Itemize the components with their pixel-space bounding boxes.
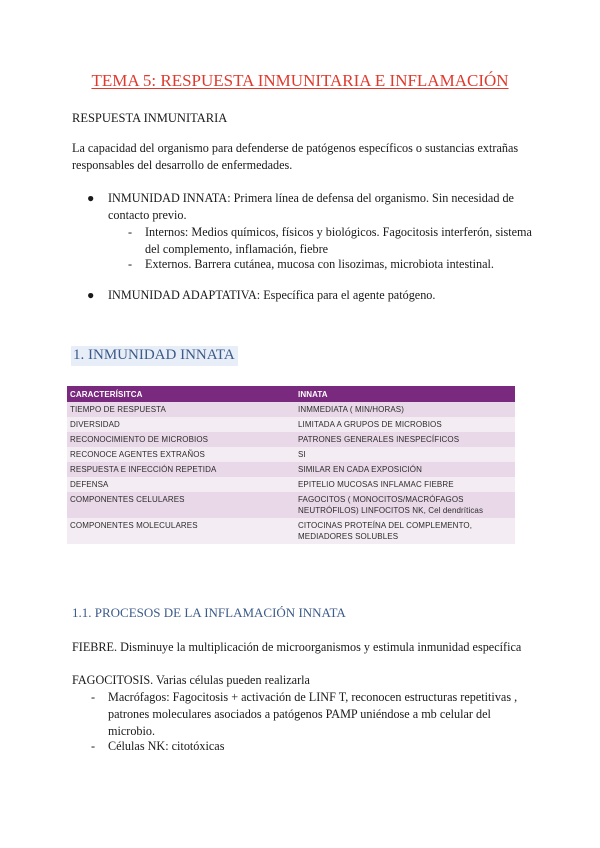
document-title: TEMA 5: RESPUESTA INMUNITARIA E INFLAMACIÓN bbox=[91, 71, 509, 90]
dash-icon: - bbox=[128, 225, 133, 239]
table-row bbox=[67, 447, 515, 462]
innate-immunity-table bbox=[67, 386, 515, 544]
table-cell: COMPONENTES MOLECULARES bbox=[67, 518, 295, 544]
table-cell: SIMILAR EN CADA EXPOSICIÓN bbox=[295, 462, 515, 477]
intro-paragraph: La capacidad del organismo para defenderse de patógenos específicos o sustancias extrañas responsables del desarrollo de enfermedades. bbox=[72, 141, 519, 172]
table-cell: RECONOCE AGENTES EXTRAÑOS bbox=[67, 447, 295, 462]
bullet-icon: ● bbox=[87, 191, 95, 205]
table-row bbox=[67, 477, 515, 492]
table-cell: COMPONENTES CELULARES bbox=[67, 492, 295, 518]
table-cell: FAGOCITOS ( MONOCITOS/MACRÓFAGOS NEUTRÓFILOS) LINFOCITOS NK, Cel dendríticas bbox=[295, 492, 515, 518]
dash-icon: - bbox=[128, 257, 133, 271]
table-row bbox=[67, 462, 515, 477]
bullet-adaptativa: INMUNIDAD ADAPTATIVA: Específica para el agente patógeno. bbox=[108, 288, 436, 302]
table-cell: TIEMPO DE RESPUESTA bbox=[67, 402, 295, 417]
section-heading: RESPUESTA INMUNITARIA bbox=[72, 111, 228, 125]
table-cell: PATRONES GENERALES INESPECÍFICOS bbox=[295, 432, 515, 447]
table-row bbox=[67, 518, 515, 544]
table-row bbox=[67, 402, 515, 417]
bullet-innata: INMUNIDAD INNATA: Primera línea de defensa del organismo. Sin necesidad de contacto previo. bbox=[108, 191, 514, 222]
section-title-innata: 1. INMUNIDAD INNATA bbox=[71, 346, 238, 366]
dash-icon: - bbox=[91, 739, 96, 753]
table-cell: RECONOCIMIENTO DE MICROBIOS bbox=[67, 432, 295, 447]
paragraph-fagocitosis: FAGOCITOSIS. Varias células pueden realizarla bbox=[72, 673, 310, 687]
table-row bbox=[67, 492, 515, 518]
sub-item-internos: Internos: Medios químicos, físicos y biológicos. Fagocitosis interferón, sistema del complemento, inflamación, fiebre bbox=[145, 225, 532, 256]
table-header-cell: CARACTERÍSITCA bbox=[67, 386, 295, 402]
table-cell: RESPUESTA E INFECCIÓN REPETIDA bbox=[67, 462, 295, 477]
table-row bbox=[67, 417, 515, 432]
table-cell: LIMITADA A GRUPOS DE MICROBIOS bbox=[295, 417, 515, 432]
table-header-cell: INNATA bbox=[295, 386, 515, 402]
table-cell: DIVERSIDAD bbox=[67, 417, 295, 432]
table-cell: CITOCINAS PROTEÍNA DEL COMPLEMENTO, MEDIADORES SOLUBLES bbox=[295, 518, 515, 544]
sub-item-externos: Externos. Barrera cutánea, mucosa con lisozimas, microbiota intestinal. bbox=[145, 257, 494, 271]
paragraph-fiebre: FIEBRE. Disminuye la multiplicación de microorganismos y estimula inmunidad específica bbox=[72, 640, 522, 654]
table-cell: INMMEDIATA ( MIN/HORAS) bbox=[295, 402, 515, 417]
subsection-title-procesos: 1.1. PROCESOS DE LA INFLAMACIÓN INNATA bbox=[72, 605, 346, 620]
table-cell: SI bbox=[295, 447, 515, 462]
table-header-row bbox=[67, 386, 515, 402]
table-row bbox=[67, 432, 515, 447]
bullet-icon: ● bbox=[87, 288, 95, 302]
list-item-macrofagos: Macrófagos: Fagocitosis + activación de LINF T, reconocen estructuras repetitivas , patrones moleculares asociados a patógenos PAMP uniéndose a mb celular del microbio. bbox=[108, 690, 518, 738]
table-cell: DEFENSA bbox=[67, 477, 295, 492]
dash-icon: - bbox=[91, 690, 96, 704]
table-cell: EPITELIO MUCOSAS INFLAMAC FIEBRE bbox=[295, 477, 515, 492]
list-item-celulas-nk: Células NK: citotóxicas bbox=[108, 739, 225, 753]
